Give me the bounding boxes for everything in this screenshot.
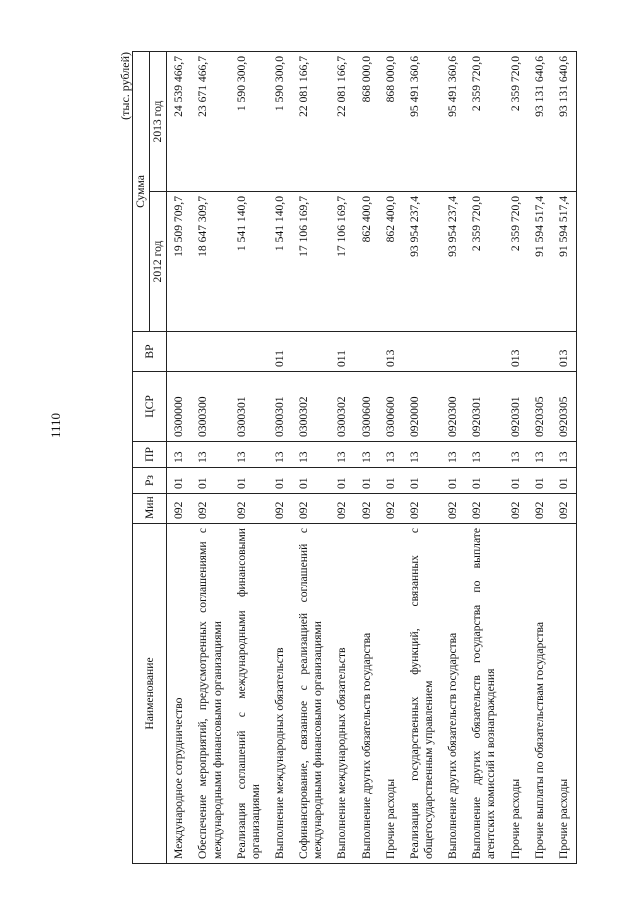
row-name: Международное сотрудничество	[167, 524, 192, 864]
row-csr: 0920000	[403, 372, 441, 442]
row-sum-2013: 868 000,0	[379, 51, 403, 191]
row-rz: 01	[441, 468, 465, 494]
row-csr: 0300301	[268, 372, 292, 442]
budget-table	[132, 51, 577, 864]
row-sum-2012: 18 647 309,7	[191, 192, 229, 332]
row-pr: 13	[528, 442, 552, 468]
row-vr: 011	[330, 332, 354, 372]
row-min: 092	[379, 494, 403, 524]
row-vr	[292, 332, 330, 372]
row-min: 092	[504, 494, 528, 524]
row-sum-2013: 2 359 720,0	[465, 51, 503, 191]
row-rz: 01	[268, 468, 292, 494]
row-sum-2012: 17 106 169,7	[292, 192, 330, 332]
table-row	[441, 51, 465, 863]
header-name: Наименование	[133, 524, 167, 864]
row-name: Прочие расходы	[379, 524, 403, 864]
table-body	[167, 51, 577, 863]
row-sum-2012: 1 541 140,0	[268, 192, 292, 332]
row-pr: 13	[441, 442, 465, 468]
row-min: 092	[552, 494, 577, 524]
row-name: Выполнение других обязательств государства	[355, 524, 379, 864]
row-csr: 0920305	[528, 372, 552, 442]
table-row	[230, 51, 268, 863]
row-min: 092	[403, 494, 441, 524]
row-pr: 13	[379, 442, 403, 468]
row-sum-2012: 91 594 517,4	[528, 192, 552, 332]
page-number: 1110	[48, 412, 63, 438]
header-csr: ЦСР	[133, 372, 167, 442]
row-sum-2012: 1 541 140,0	[230, 192, 268, 332]
row-min: 092	[292, 494, 330, 524]
row-vr	[167, 332, 192, 372]
row-pr: 13	[504, 442, 528, 468]
row-name: Выполнение других обязательств государства по выплате агентских комиссий и вознаграждения	[465, 524, 503, 864]
row-sum-2012: 862 400,0	[379, 192, 403, 332]
row-sum-2013: 2 359 720,0	[504, 51, 528, 191]
rotated-page	[118, 52, 633, 864]
row-name: Выполнение других обязательств государства	[441, 524, 465, 864]
row-csr: 0300302	[292, 372, 330, 442]
row-min: 092	[230, 494, 268, 524]
row-sum-2012: 19 509 709,7	[167, 192, 192, 332]
row-sum-2013: 1 590 300,0	[268, 51, 292, 191]
row-pr: 13	[552, 442, 577, 468]
row-sum-2013: 868 000,0	[355, 51, 379, 191]
row-sum-2013: 22 081 166,7	[330, 51, 354, 191]
row-name: Софинансирование, связанное с реализацией соглашений с международными финансовыми организациями	[292, 524, 330, 864]
row-sum-2012: 91 594 517,4	[552, 192, 577, 332]
row-name: Обеспечение мероприятий, предусмотренных соглашениями с международными финансовыми организациями	[191, 524, 229, 864]
header-2012: 2012 год	[150, 192, 167, 332]
table-row	[379, 51, 403, 863]
row-min: 092	[465, 494, 503, 524]
row-sum-2013: 22 081 166,7	[292, 51, 330, 191]
row-name: Прочие расходы	[504, 524, 528, 864]
row-min: 092	[355, 494, 379, 524]
row-csr: 0300600	[355, 372, 379, 442]
row-csr: 0300301	[230, 372, 268, 442]
row-rz: 01	[191, 468, 229, 494]
table-row	[167, 51, 192, 863]
row-sum-2013: 95 491 360,6	[403, 51, 441, 191]
table-row	[292, 51, 330, 863]
row-vr	[528, 332, 552, 372]
row-csr: 0920305	[552, 372, 577, 442]
row-rz: 01	[330, 468, 354, 494]
row-min: 092	[268, 494, 292, 524]
row-pr: 13	[292, 442, 330, 468]
row-rz: 01	[230, 468, 268, 494]
row-csr: 0920301	[504, 372, 528, 442]
table-row	[465, 51, 503, 863]
row-csr: 0300300	[191, 372, 229, 442]
row-vr	[191, 332, 229, 372]
row-sum-2012: 2 359 720,0	[465, 192, 503, 332]
units-label: (тыс. рублей)	[118, 52, 132, 120]
row-sum-2013: 95 491 360,6	[441, 51, 465, 191]
row-pr: 13	[355, 442, 379, 468]
row-name: Реализация соглашений с международными финансовыми организациями	[230, 524, 268, 864]
row-csr: 0300302	[330, 372, 354, 442]
row-vr	[465, 332, 503, 372]
row-rz: 01	[355, 468, 379, 494]
row-vr: 011	[268, 332, 292, 372]
row-sum-2013: 93 131 640,6	[528, 51, 552, 191]
header-pr: ПР	[133, 442, 167, 468]
table-row	[552, 51, 577, 863]
row-sum-2013: 93 131 640,6	[552, 51, 577, 191]
header-sum: Сумма	[133, 51, 150, 331]
row-sum-2012: 93 954 237,4	[403, 192, 441, 332]
row-vr	[355, 332, 379, 372]
header-2013: 2013 год	[150, 51, 167, 191]
row-sum-2013: 1 590 300,0	[230, 51, 268, 191]
row-sum-2012: 17 106 169,7	[330, 192, 354, 332]
row-rz: 01	[379, 468, 403, 494]
row-pr: 13	[268, 442, 292, 468]
table-row	[504, 51, 528, 863]
table-row	[355, 51, 379, 863]
table-row	[403, 51, 441, 863]
row-vr	[441, 332, 465, 372]
row-rz: 01	[465, 468, 503, 494]
row-vr: 013	[552, 332, 577, 372]
row-pr: 13	[403, 442, 441, 468]
row-name: Выполнение международных обязательств	[330, 524, 354, 864]
row-min: 092	[441, 494, 465, 524]
row-min: 092	[330, 494, 354, 524]
table-row	[268, 51, 292, 863]
row-rz: 01	[552, 468, 577, 494]
row-min: 092	[167, 494, 192, 524]
row-sum-2012: 862 400,0	[355, 192, 379, 332]
row-csr: 0920301	[465, 372, 503, 442]
table-row	[191, 51, 229, 863]
row-pr: 13	[191, 442, 229, 468]
row-name: Реализация государственных функций, связанных с общегосударственным управлением	[403, 524, 441, 864]
row-pr: 13	[167, 442, 192, 468]
row-pr: 13	[330, 442, 354, 468]
table-row	[528, 51, 552, 863]
row-sum-2013: 23 671 466,7	[191, 51, 229, 191]
header-vr: ВР	[133, 332, 167, 372]
row-csr: 0300000	[167, 372, 192, 442]
row-min: 092	[528, 494, 552, 524]
row-vr	[403, 332, 441, 372]
row-rz: 01	[292, 468, 330, 494]
row-vr: 013	[504, 332, 528, 372]
row-sum-2013: 24 539 466,7	[167, 51, 192, 191]
header-rz: Рз	[133, 468, 167, 494]
row-sum-2012: 2 359 720,0	[504, 192, 528, 332]
table-row	[330, 51, 354, 863]
row-rz: 01	[167, 468, 192, 494]
row-name: Прочие выплаты по обязательствам государства	[528, 524, 552, 864]
row-vr: 013	[379, 332, 403, 372]
row-pr: 13	[465, 442, 503, 468]
header-min: Мин	[133, 494, 167, 524]
row-vr	[230, 332, 268, 372]
row-name: Прочие расходы	[552, 524, 577, 864]
row-sum-2012: 93 954 237,4	[441, 192, 465, 332]
row-rz: 01	[528, 468, 552, 494]
row-csr: 0920300	[441, 372, 465, 442]
row-name: Выполнение международных обязательств	[268, 524, 292, 864]
row-pr: 13	[230, 442, 268, 468]
row-rz: 01	[403, 468, 441, 494]
row-rz: 01	[504, 468, 528, 494]
row-min: 092	[191, 494, 229, 524]
table-header	[133, 51, 167, 863]
row-csr: 0300600	[379, 372, 403, 442]
